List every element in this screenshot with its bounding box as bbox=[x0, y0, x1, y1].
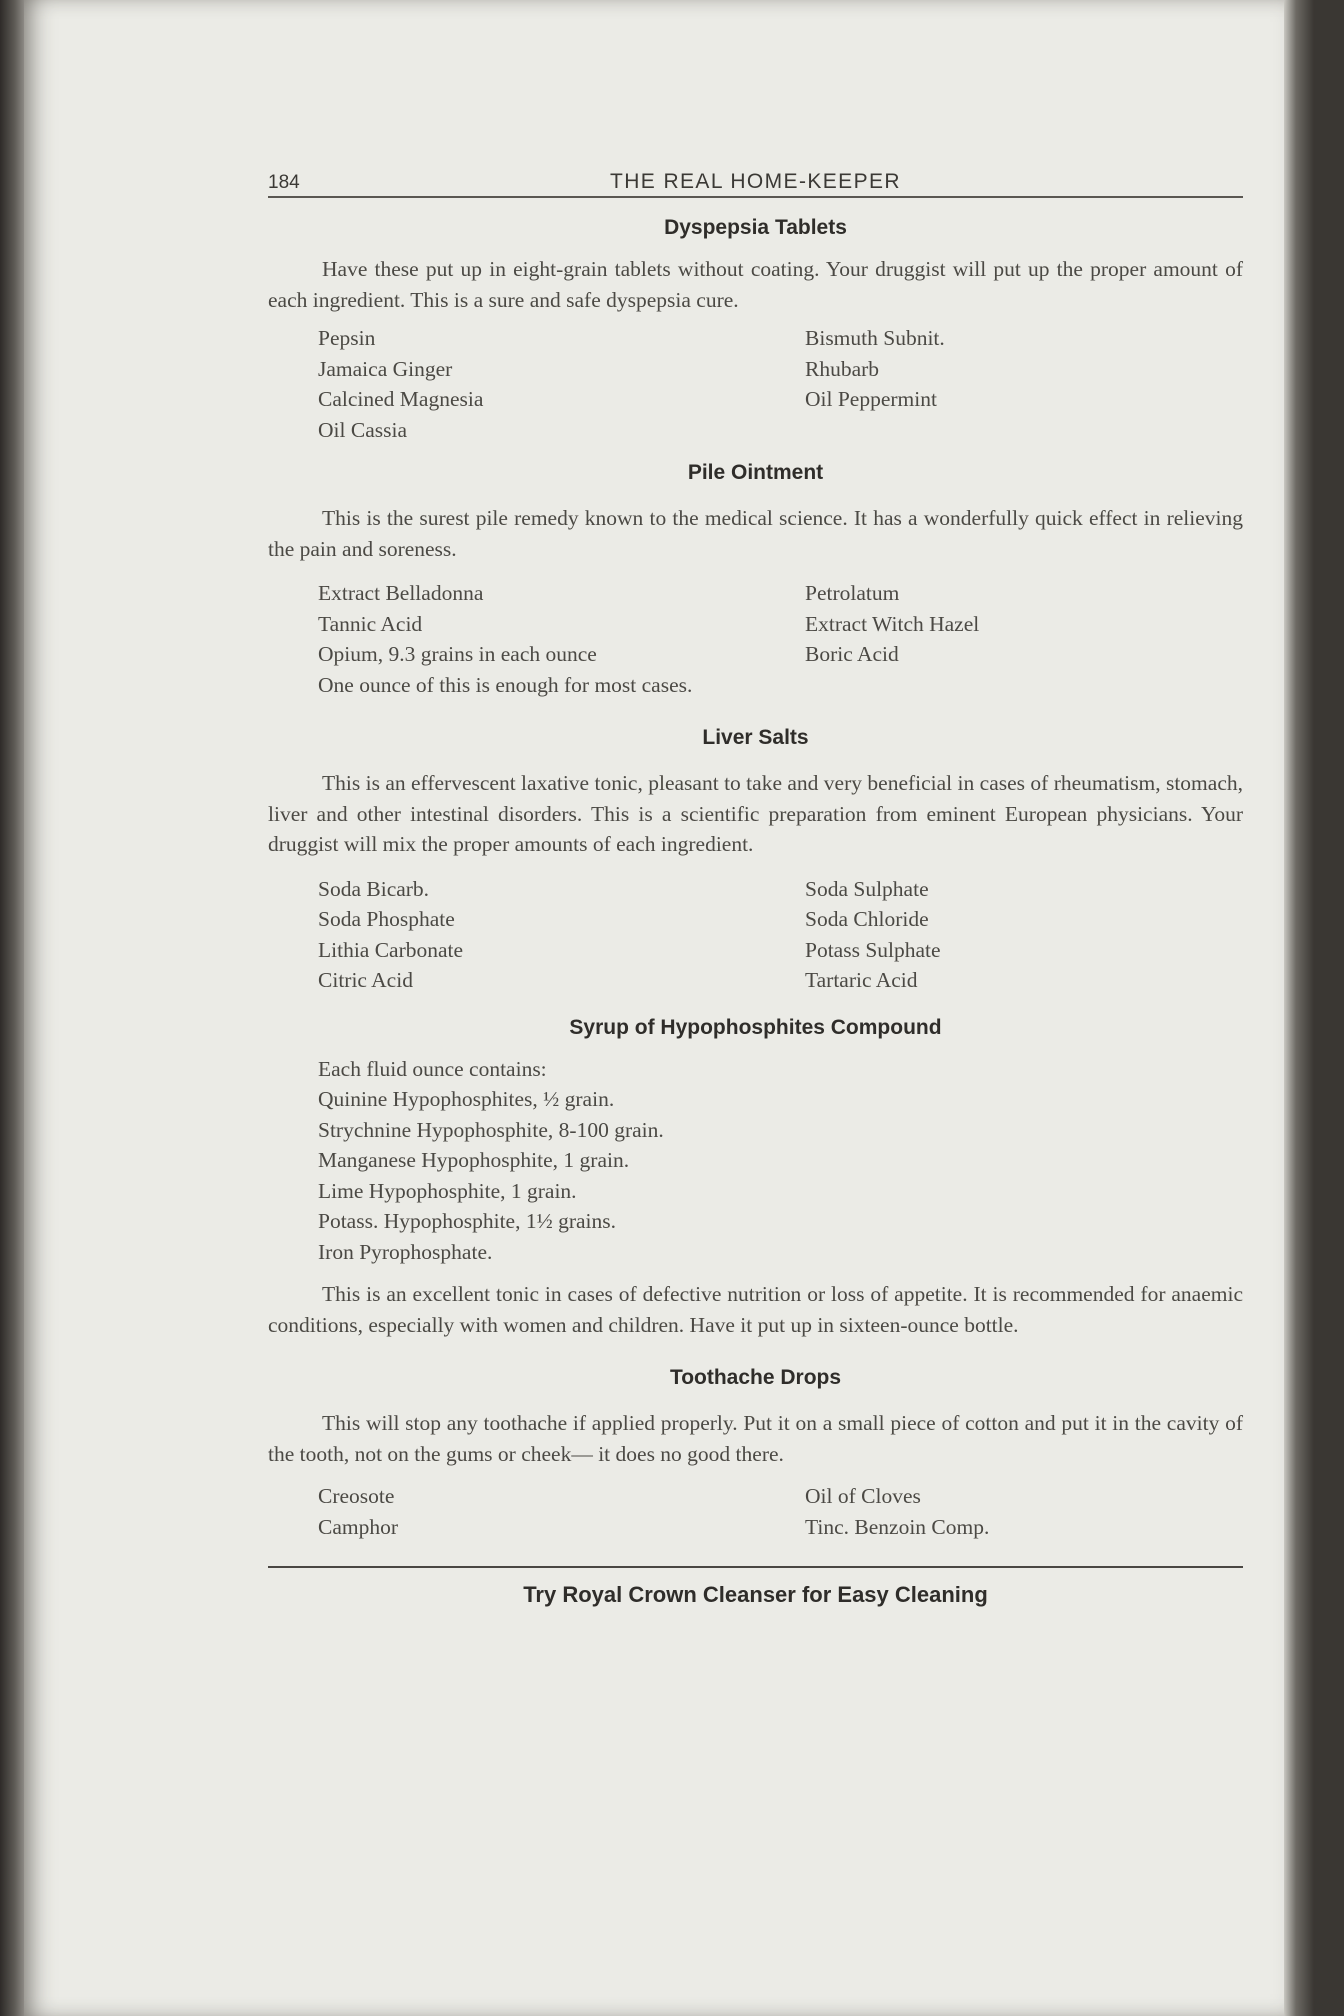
running-head: THE REAL HOME-KEEPER bbox=[610, 170, 901, 193]
section-note: One ounce of this is enough for most cases. bbox=[318, 672, 693, 697]
ingredient: Opium, 9.3 grains in each ounce bbox=[318, 642, 597, 666]
ingredient: Jamaica Ginger bbox=[318, 356, 453, 381]
ingredients-left bbox=[318, 1481, 805, 1542]
section-paragraph: This is the surest pile remedy known to the medical science. It has a wonderfully quick effect in relieving the pain and soreness. bbox=[268, 506, 1243, 561]
ingredient-line: Manganese Hypophosphite, 1 grain. bbox=[318, 1148, 630, 1172]
ingredient: Boric Acid bbox=[805, 642, 899, 666]
ingredients-right bbox=[805, 1481, 1243, 1542]
book-spine bbox=[0, 0, 24, 2016]
section-syrup-of-hypophosphites bbox=[268, 1016, 1243, 1341]
ingredients-left bbox=[318, 323, 805, 445]
section-paragraph: This will stop any toothache if applied properly. Put it on a small piece of cotton and put it in the cavity of the tooth, not on the gums or cheek— it does no good there. bbox=[268, 1411, 1243, 1466]
ingredient-columns bbox=[318, 1481, 1243, 1542]
ingredient: Petrolatum bbox=[805, 581, 900, 605]
ingredient: Extract Belladonna bbox=[318, 581, 484, 605]
section-title: Toothache Drops bbox=[669, 1366, 842, 1389]
ingredient-line: Each fluid ounce contains: bbox=[318, 1056, 547, 1081]
ingredient: Tartaric Acid bbox=[805, 968, 918, 992]
ingredient: Rhubarb bbox=[805, 356, 880, 381]
ingredient-line: Potass. Hypophosphite, 1½ grains. bbox=[318, 1209, 617, 1233]
ingredient: Soda Chloride bbox=[805, 907, 929, 931]
ingredient: Oil Cassia bbox=[318, 417, 407, 442]
ingredient: Lithia Carbonate bbox=[318, 937, 464, 962]
ingredients-right bbox=[805, 323, 1243, 445]
page-edge bbox=[1284, 0, 1314, 2016]
ingredient: Tannic Acid bbox=[318, 611, 423, 636]
section-paragraph: This is an excellent tonic in cases of defective nutrition or loss of appetite. It is recommended for anaemic conditions, especially with women and children. Have it put up in sixteen-ounce bottle. bbox=[268, 1282, 1243, 1337]
ingredient-line: Iron Pyrophosphate. bbox=[318, 1239, 493, 1264]
section-title: Pile Ointment bbox=[687, 461, 824, 484]
ingredient: Oil of Cloves bbox=[805, 1484, 921, 1508]
ingredient-columns bbox=[318, 874, 1243, 996]
page-header bbox=[268, 160, 1243, 198]
ingredient: Calcined Magnesia bbox=[318, 387, 484, 411]
ingredient-line: Strychnine Hypophosphite, 8-100 grain. bbox=[318, 1117, 664, 1142]
ingredient: Pepsin bbox=[318, 326, 376, 350]
ingredient: Oil Peppermint bbox=[805, 387, 937, 411]
section-title: Liver Salts bbox=[702, 726, 809, 749]
ingredient: Soda Bicarb. bbox=[318, 876, 430, 901]
ingredient: Potass Sulphate bbox=[805, 937, 941, 962]
ingredient-list bbox=[268, 1054, 1243, 1268]
section-dyspepsia-tablets bbox=[268, 216, 1243, 445]
ingredients-left bbox=[318, 874, 805, 996]
ingredient: Bismuth Subnit. bbox=[805, 326, 945, 350]
ingredient-line: Lime Hypophosphite, 1 grain. bbox=[318, 1178, 577, 1203]
page-content bbox=[268, 160, 1243, 1608]
section-toothache-drops bbox=[268, 1366, 1243, 1542]
ingredient: Camphor bbox=[318, 1514, 399, 1539]
ingredient-columns bbox=[318, 323, 1243, 445]
ingredient: Soda Sulphate bbox=[805, 876, 929, 901]
page-number: 184 bbox=[268, 172, 300, 193]
section-liver-salts bbox=[268, 726, 1243, 996]
ingredients-left bbox=[318, 578, 805, 670]
footer-advertisement: Try Royal Crown Cleanser for Easy Cleaning bbox=[523, 1582, 988, 1607]
section-paragraph: Have these put up in eight-grain tablets without coating. Your druggist will put up the proper amount of each ingredient. This is a sure and safe dyspepsia cure. bbox=[268, 257, 1243, 312]
section-pile-ointment bbox=[268, 461, 1243, 700]
ingredients-right bbox=[805, 874, 1243, 996]
footer-rule bbox=[268, 1566, 1243, 1568]
ingredient-columns bbox=[318, 578, 1243, 670]
ingredients-right bbox=[805, 578, 1243, 670]
book-page bbox=[24, 0, 1314, 2016]
ingredient-line: Quinine Hypophosphites, ½ grain. bbox=[318, 1087, 615, 1111]
ingredient: Extract Witch Hazel bbox=[805, 611, 980, 636]
ingredient: Soda Phosphate bbox=[318, 907, 455, 931]
section-paragraph: This is an effervescent laxative tonic, pleasant to take and very beneficial in cases of rheumatism, stomach, liver and other intestinal disorders. This is a scientific preparation from eminent European physicians. Your druggist will mix the proper amounts of each ingredient. bbox=[268, 771, 1243, 856]
section-title: Syrup of Hypophosphites Compound bbox=[569, 1015, 942, 1039]
section-title: Dyspepsia Tablets bbox=[664, 216, 847, 239]
ingredient: Tinc. Benzoin Comp. bbox=[805, 1514, 990, 1539]
ingredient: Creosote bbox=[318, 1484, 395, 1508]
ingredient: Citric Acid bbox=[318, 968, 413, 992]
